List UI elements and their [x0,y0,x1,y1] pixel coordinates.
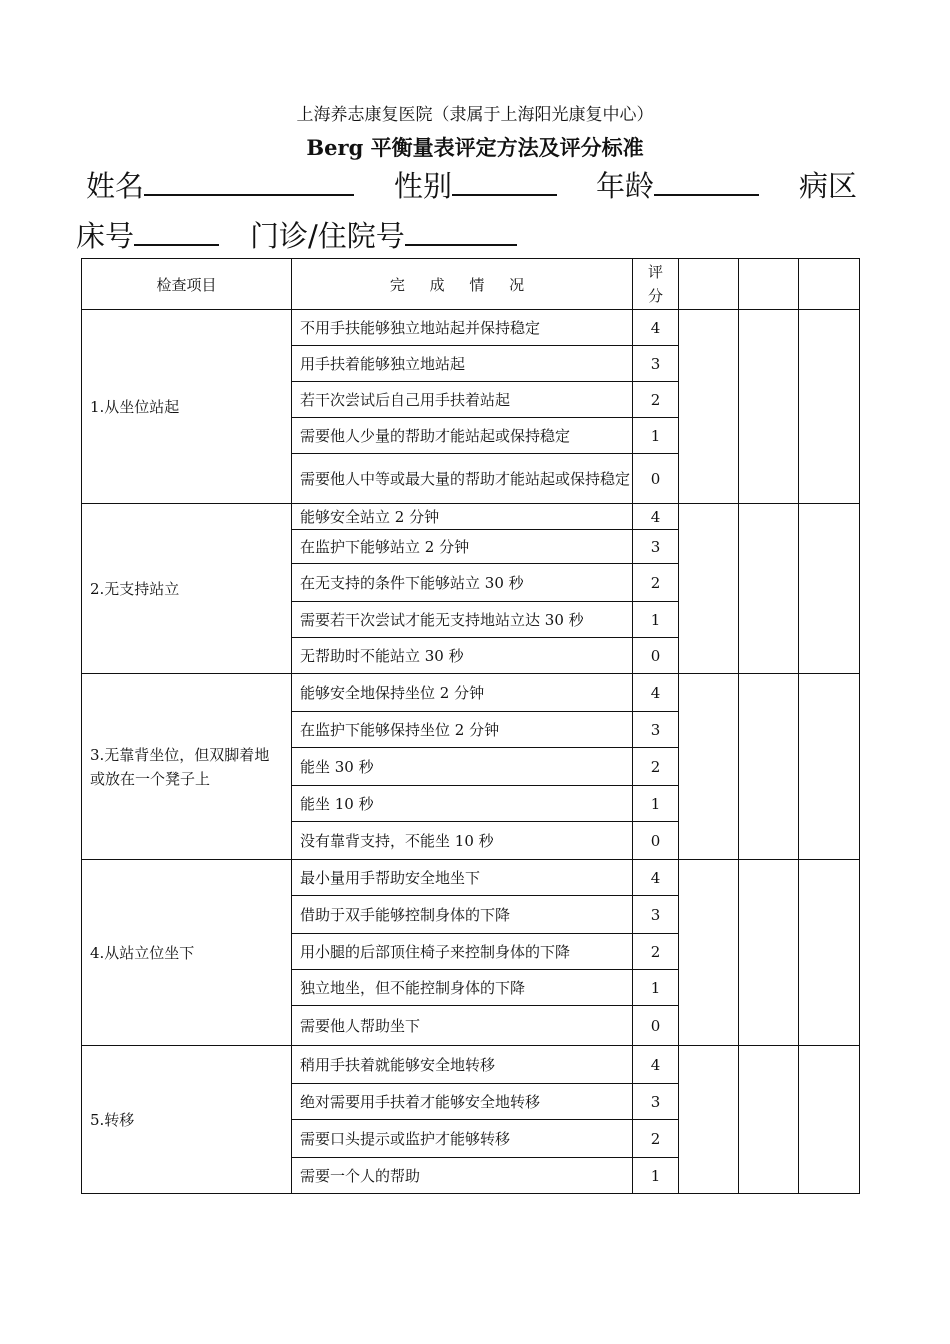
completion-description: 借助于双手能够控制身体的下降 [292,896,633,934]
header-blank-3 [799,259,860,310]
age-label: 年龄 [596,169,655,203]
hospital-name: 上海养志康复医院（隶属于上海阳光康复中心） [296,105,654,125]
header-score-text: 评分 [647,263,663,305]
score-value: 3 [633,530,679,564]
score-entry-cell-1[interactable] [679,1046,739,1194]
completion-description: 在监护下能够站立 2 分钟 [292,530,633,564]
score-value: 2 [633,934,679,970]
bed-blank[interactable] [134,214,219,246]
table-row [82,310,860,346]
score-entry-cell-2[interactable] [739,1046,799,1194]
completion-description: 无帮助时不能站立 30 秒 [292,638,633,674]
score-entry-cell-1[interactable] [679,674,739,860]
score-entry-cell-2[interactable] [739,860,799,1046]
completion-description: 没有靠背支持，不能坐 10 秒 [292,822,633,860]
header-score [633,259,679,310]
score-entry-cell-2[interactable] [739,310,799,504]
header-blank-2 [739,259,799,310]
completion-description: 若干次尝试后自己用手扶着站起 [292,382,633,418]
completion-description: 能坐 30 秒 [292,748,633,786]
table-row [82,1046,860,1084]
score-entry-cell-1[interactable] [679,504,739,674]
completion-description: 在无支持的条件下能够站立 30 秒 [292,564,633,602]
completion-description: 需要他人帮助坐下 [292,1006,633,1046]
berg-balance-table [81,258,860,1194]
score-value: 1 [633,418,679,454]
completion-description: 能够安全地保持坐位 2 分钟 [292,674,633,712]
completion-description: 需要口头提示或监护才能够转移 [292,1120,633,1158]
completion-description: 能坐 10 秒 [292,786,633,822]
score-value: 4 [633,1046,679,1084]
name-blank[interactable] [144,164,354,196]
info-ward [799,164,857,205]
score-value: 3 [633,712,679,748]
info-gender [394,164,557,205]
score-entry-cell-3[interactable] [799,860,860,1046]
score-value: 3 [633,346,679,382]
info-age [596,164,759,205]
completion-description: 稍用手扶着就能够安全地转移 [292,1046,633,1084]
table-row [82,860,860,896]
score-entry-cell-1[interactable] [679,310,739,504]
item-name: 2.无支持站立 [82,504,292,674]
score-value: 1 [633,1158,679,1194]
table-row [82,504,860,530]
page-title: Berg 平衡量表评定方法及评分标准 [306,135,644,160]
info-patient-no [250,214,517,255]
score-value: 0 [633,638,679,674]
ward-label: 病区 [799,169,858,203]
score-value: 3 [633,1084,679,1120]
header-blank-1 [679,259,739,310]
score-value: 0 [633,454,679,504]
item-name: 5.转移 [82,1046,292,1194]
score-value: 3 [633,896,679,934]
header-completion: 完 成 情 况 [292,259,633,310]
completion-description: 独立地坐，但不能控制身体的下降 [292,970,633,1006]
completion-description: 需要他人少量的帮助才能站起或保持稳定 [292,418,633,454]
score-value: 0 [633,1006,679,1046]
completion-description: 最小量用手帮助安全地坐下 [292,860,633,896]
completion-description: 用手扶着能够独立地站起 [292,346,633,382]
bed-label: 床号 [76,219,135,253]
score-entry-cell-1[interactable] [679,860,739,1046]
info-bed [76,214,219,255]
score-value: 1 [633,602,679,638]
age-blank[interactable] [654,164,759,196]
patient-no-label: 门诊/住院号 [250,219,405,253]
score-value: 1 [633,970,679,1006]
completion-description: 绝对需要用手扶着才能够安全地转移 [292,1084,633,1120]
score-entry-cell-3[interactable] [799,674,860,860]
score-entry-cell-2[interactable] [739,504,799,674]
completion-description: 需要一个人的帮助 [292,1158,633,1194]
score-value: 2 [633,748,679,786]
patient-no-blank[interactable] [405,214,517,246]
score-entry-cell-3[interactable] [799,504,860,674]
completion-description: 需要若干次尝试才能无支持地站立达 30 秒 [292,602,633,638]
score-entry-cell-2[interactable] [739,674,799,860]
item-name: 3.无靠背坐位，但双脚着地或放在一个凳子上 [82,674,292,860]
gender-blank[interactable] [452,164,557,196]
score-value: 4 [633,310,679,346]
completion-description: 用小腿的后部顶住椅子来控制身体的下降 [292,934,633,970]
score-value: 2 [633,564,679,602]
item-name: 4.从站立位坐下 [82,860,292,1046]
score-value: 4 [633,860,679,896]
info-name [86,164,354,205]
completion-description: 需要他人中等或最大量的帮助才能站起或保持稳定 [292,454,633,504]
gender-label: 性别 [394,169,453,203]
completion-description: 在监护下能够保持坐位 2 分钟 [292,712,633,748]
header-item: 检查项目 [82,259,292,310]
table-header-row [82,259,860,310]
score-value: 2 [633,382,679,418]
table-row [82,674,860,712]
score-value: 4 [633,674,679,712]
score-value: 2 [633,1120,679,1158]
score-entry-cell-3[interactable] [799,310,860,504]
score-entry-cell-3[interactable] [799,1046,860,1194]
completion-description: 能够安全站立 2 分钟 [292,504,633,530]
name-label: 姓名 [86,169,145,203]
score-value: 0 [633,822,679,860]
completion-description: 不用手扶能够独立地站起并保持稳定 [292,310,633,346]
score-value: 1 [633,786,679,822]
score-value: 4 [633,504,679,530]
item-name: 1.从坐位站起 [82,310,292,504]
